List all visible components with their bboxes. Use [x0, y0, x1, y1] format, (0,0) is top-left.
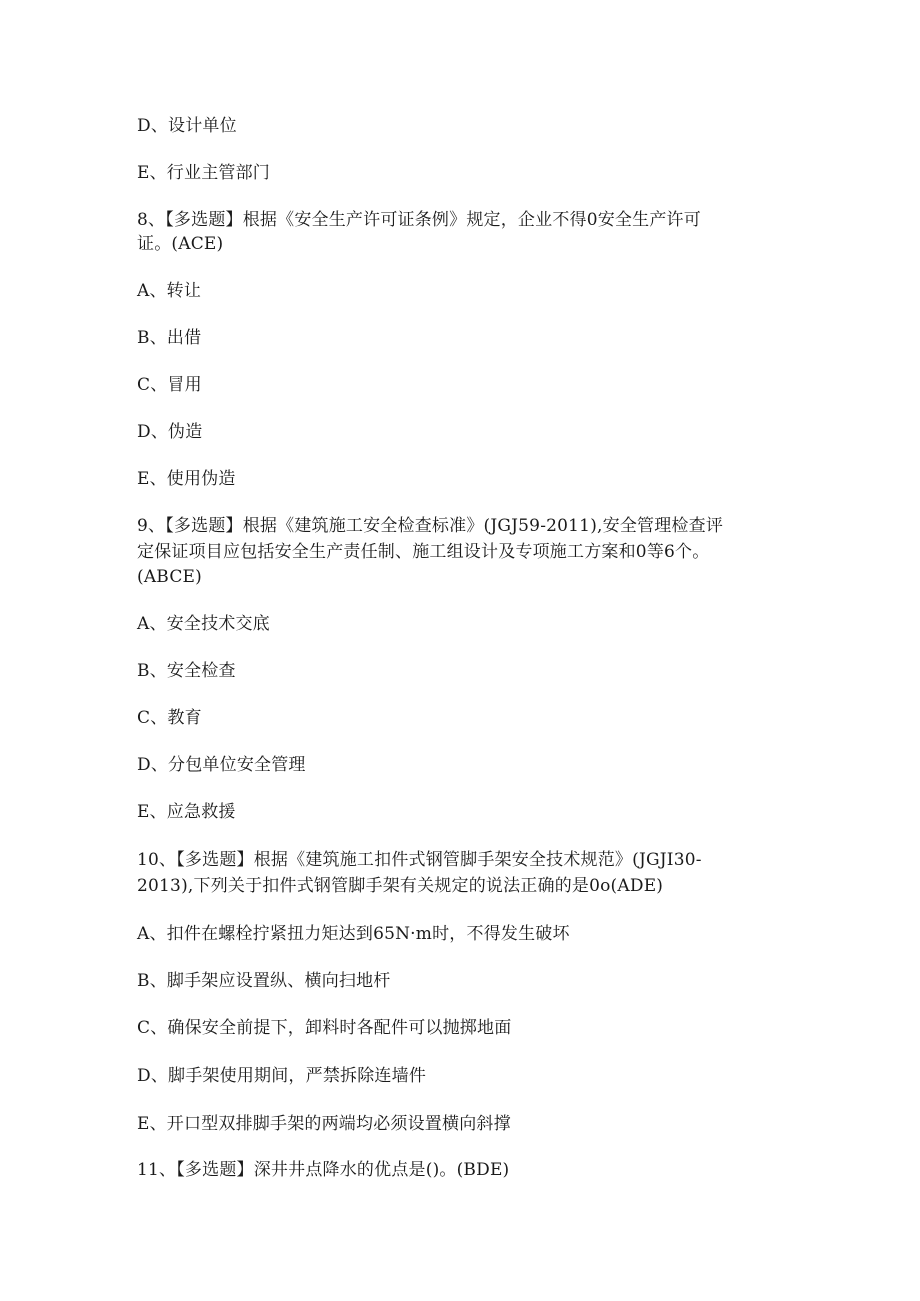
question-line: 证。(ACE) [137, 234, 224, 254]
question-line: 11、【多选题】深井井点降水的优点是()。(BDE) [137, 1160, 510, 1180]
option-line: D、分包单位安全管理 [137, 755, 306, 775]
option-line: D、伪造 [137, 422, 203, 442]
option-line: B、安全检查 [137, 661, 236, 681]
option-line: E、应急救援 [137, 802, 236, 822]
option-line: D、设计单位 [137, 116, 237, 136]
question-line: (ABCE) [137, 567, 202, 587]
question-line: 8、【多选题】根据《安全生产许可证条例》规定，企业不得0安全生产许可 [137, 210, 701, 230]
question-line: 2013),下列关于扣件式钢管脚手架有关规定的说法正确的是0o(ADE) [137, 876, 664, 896]
option-line: B、脚手架应设置纵、横向扫地杆 [137, 971, 391, 991]
option-line: E、使用伪造 [137, 469, 236, 489]
option-line: C、教育 [137, 708, 202, 728]
option-line: E、行业主管部门 [137, 163, 271, 183]
option-line: A、安全技术交底 [137, 614, 270, 634]
question-line: 9、【多选题】根据《建筑施工安全检查标准》(JGJ59-2011),安全管理检查评 [137, 516, 724, 536]
question-line: 定保证项目应包括安全生产责任制、施工组设计及专项施工方案和0等6个。 [137, 542, 710, 562]
option-line: A、扣件在螺栓拧紧扭力矩达到65N·m时，不得发生破坏 [137, 924, 570, 944]
option-line: D、脚手架使用期间，严禁拆除连墙件 [137, 1066, 427, 1086]
option-line: C、确保安全前提下，卸料时各配件可以抛掷地面 [137, 1018, 512, 1038]
option-line: C、冒用 [137, 375, 202, 395]
question-line: 10、【多选题】根据《建筑施工扣件式钢管脚手架安全技术规范》(JGJI30- [137, 850, 702, 870]
option-line: E、开口型双排脚手架的两端均必须设置横向斜撑 [137, 1114, 511, 1134]
option-line: A、转让 [137, 281, 202, 301]
option-line: B、出借 [137, 328, 202, 348]
